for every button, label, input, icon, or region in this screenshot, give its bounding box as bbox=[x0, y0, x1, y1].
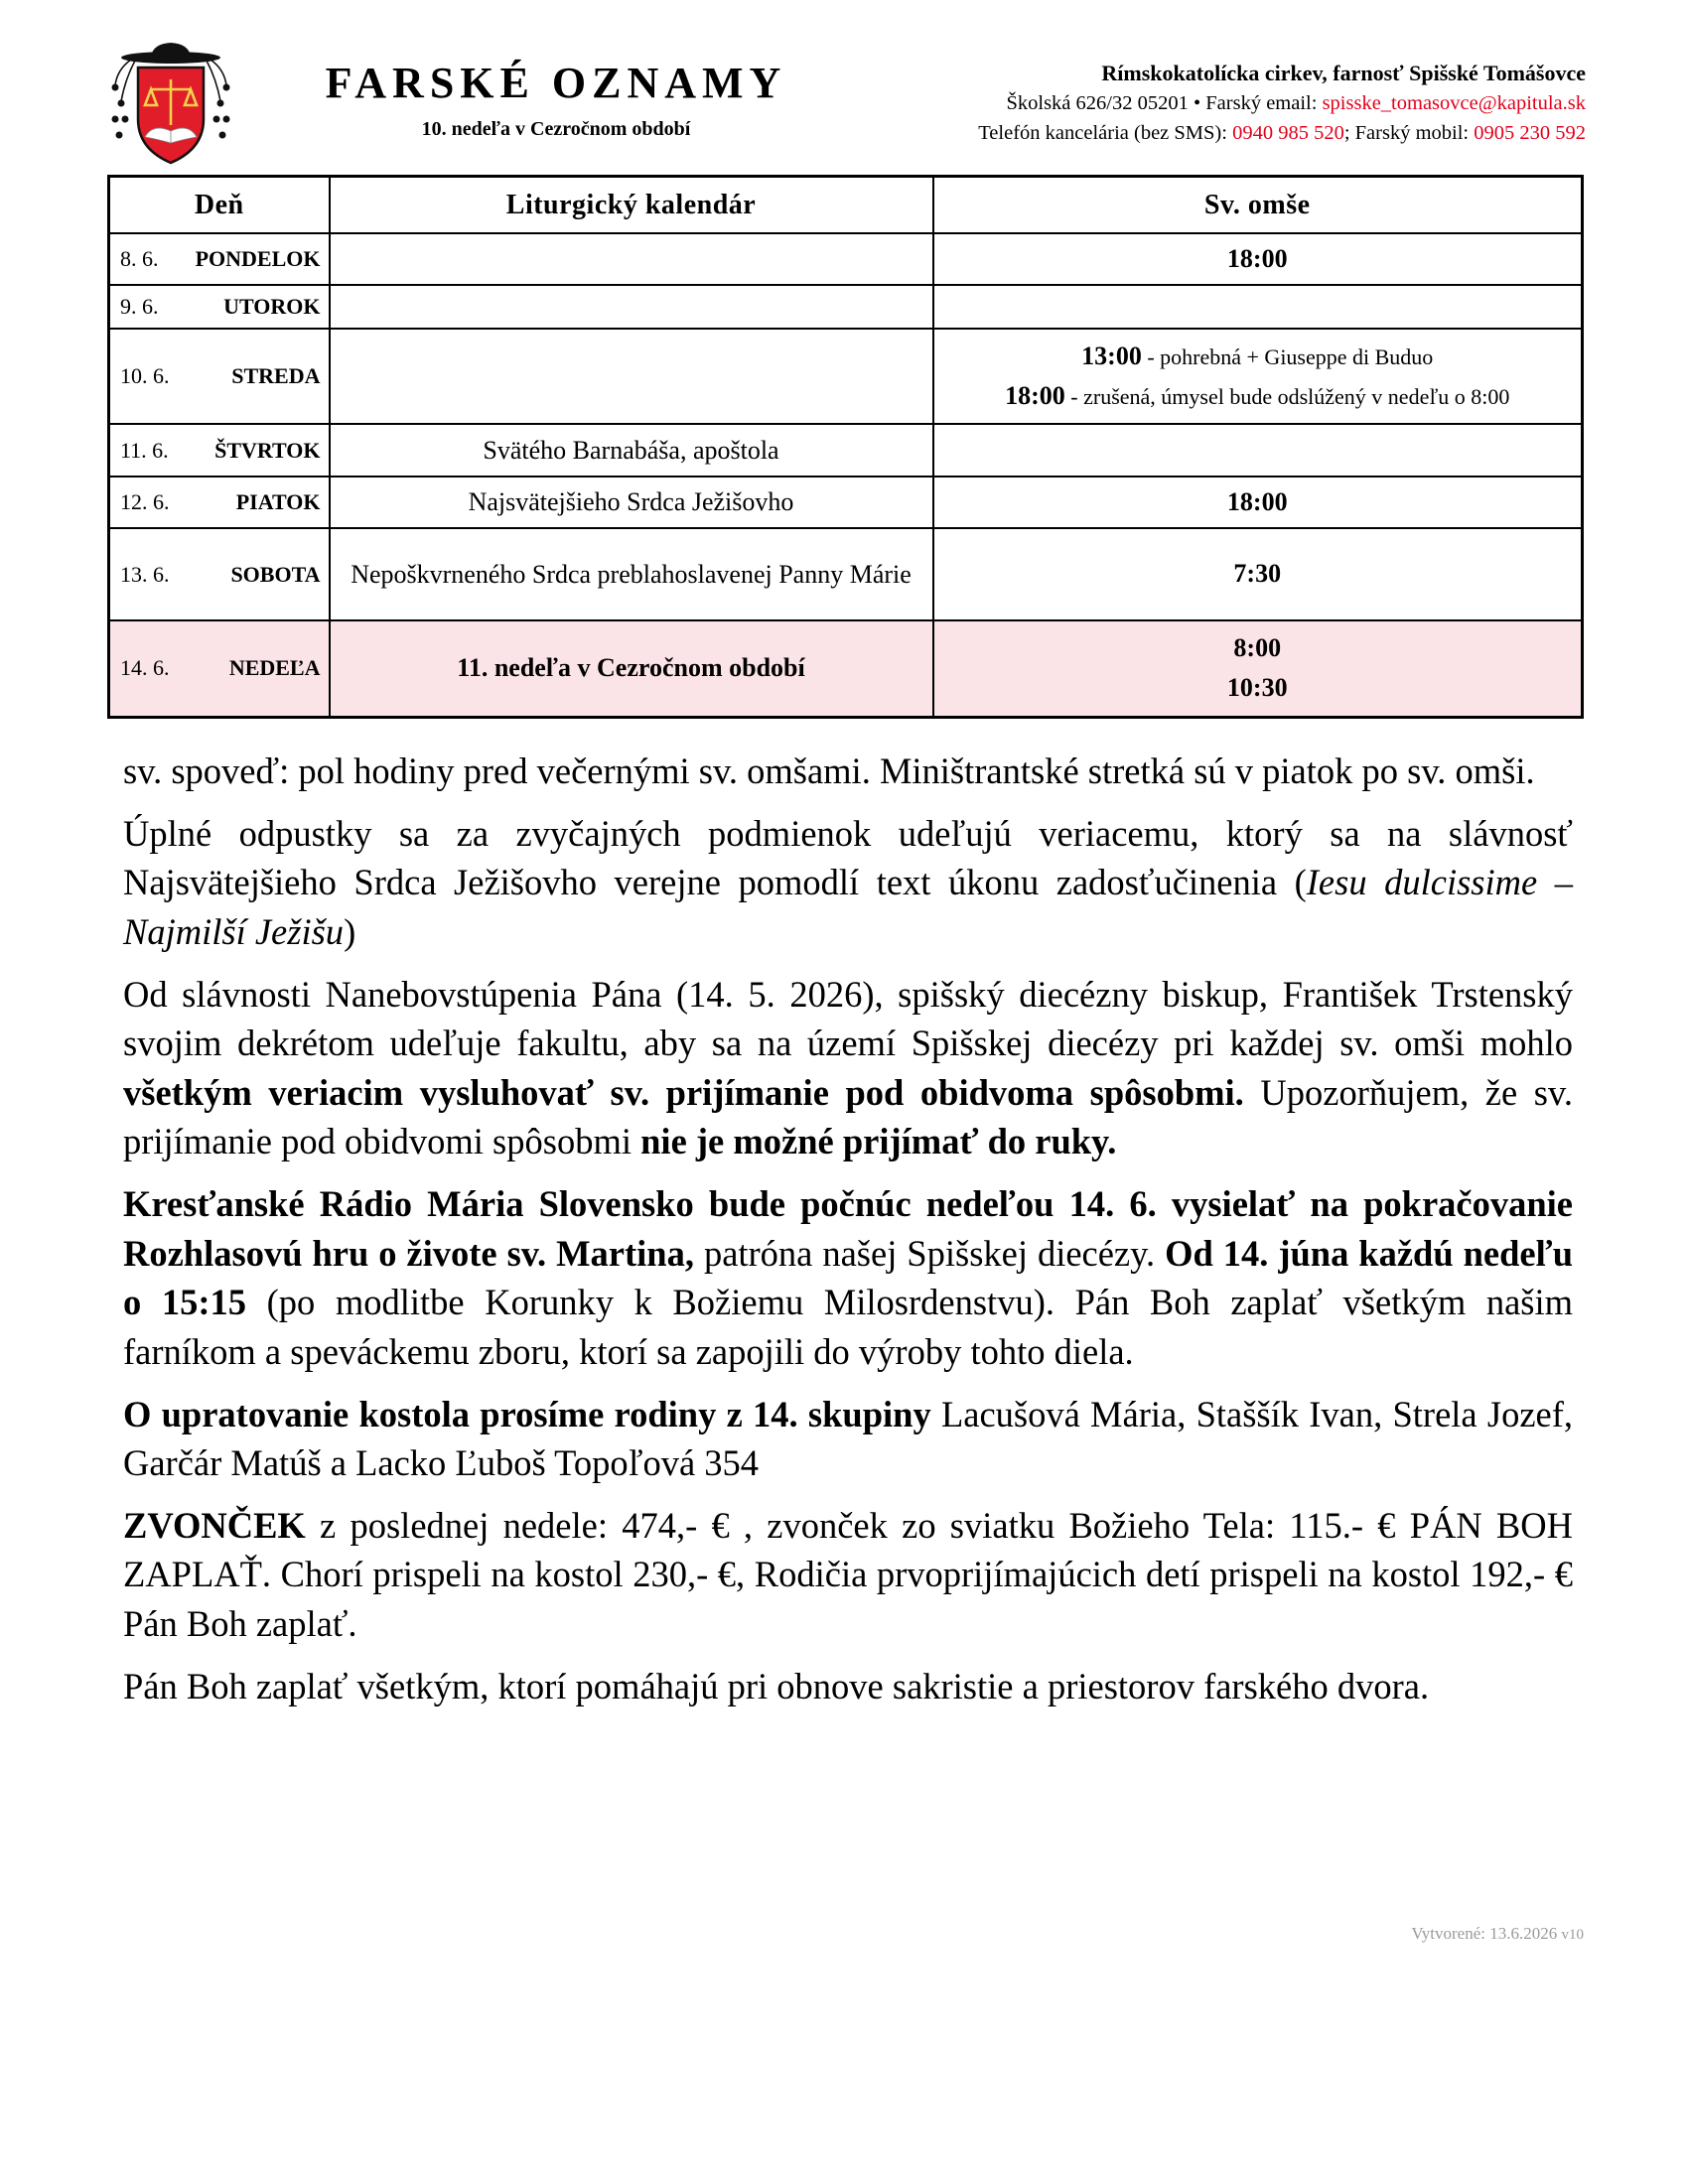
row-day-name: NEDEĽA bbox=[228, 655, 321, 681]
row-day-name: STREDA bbox=[231, 363, 321, 388]
liturgy-cell: Nepoškvrneného Srdca preblahoslavenej Panny Márie bbox=[330, 528, 933, 620]
mass-cell bbox=[933, 424, 1583, 477]
notice-text: ) bbox=[344, 910, 356, 952]
bulletin-title: FARSKÉ OZNAMY bbox=[325, 59, 787, 107]
notice-cleaning bbox=[123, 1390, 1573, 1488]
notice-thanks: Pán Boh zaplať všetkým, ktorí pomáhajú pri obnove sakristie a priestorov farského dvora. bbox=[123, 1665, 1430, 1706]
mass-time: 10:30 bbox=[1226, 673, 1288, 703]
table-row bbox=[109, 477, 1583, 528]
row-date: 9. 6. bbox=[120, 294, 159, 319]
notice-text: Lacušová Mária, Staššík Ivan, Strela Jozef, Garčár Matúš a Lacko Ľuboš Topoľová 354 bbox=[123, 1393, 1573, 1484]
notice-bold: ZVONČEK bbox=[123, 1504, 306, 1546]
parish-email-link[interactable]: spisske_tomasovce@kapitula.sk bbox=[1322, 91, 1586, 114]
mass-cell bbox=[933, 620, 1583, 717]
office-phone-link[interactable]: 0940 985 520 bbox=[1232, 121, 1344, 144]
schedule-header-row bbox=[109, 177, 1583, 234]
row-date: 14. 6. bbox=[120, 655, 170, 681]
bulletin-title-block bbox=[308, 58, 804, 141]
table-row bbox=[109, 424, 1583, 477]
mass-note: - pohrebná + Giuseppe di Buduo bbox=[1141, 343, 1434, 369]
schedule-table bbox=[107, 175, 1584, 719]
day-cell bbox=[109, 528, 330, 620]
notice-bold: Kresťanské Rádio Mária Slovensko bude počnúc nedeľou 14. 6. vysielať na pokračovanie Rozhlasovú hru o živote sv. Martina, bbox=[123, 1183, 1573, 1274]
row-day-name: PONDELOK bbox=[195, 246, 321, 271]
table-row bbox=[109, 285, 1583, 329]
notice-bold: nie je možné prijímať do ruky. bbox=[640, 1121, 1117, 1162]
liturgy-cell bbox=[330, 285, 933, 329]
day-cell bbox=[109, 620, 330, 717]
row-day-name: ŠTVRTOK bbox=[214, 437, 321, 463]
notice-collection bbox=[123, 1501, 1573, 1649]
mobile-label: ; Farský mobil: bbox=[1343, 121, 1475, 144]
created-date: Vytvorené: 13.6.2026 bbox=[1411, 1924, 1558, 1943]
mass-time: 13:00 bbox=[1081, 341, 1142, 370]
parish-name: Rímskokatolícka cirkev, farnosť Spišské Tomášovce bbox=[1101, 61, 1586, 85]
parish-contact bbox=[831, 58, 1586, 148]
parish-coat-of-arms-icon bbox=[105, 40, 236, 169]
row-date: 11. 6. bbox=[120, 437, 169, 463]
notice-bold: O upratovanie kostola prosíme rodiny z 14. skupiny bbox=[123, 1393, 931, 1434]
mass-time: 18:00 bbox=[1226, 486, 1288, 516]
header-day: Deň bbox=[109, 177, 330, 234]
liturgy-cell bbox=[330, 329, 933, 424]
mass-time: 7:30 bbox=[1233, 559, 1282, 589]
table-row bbox=[109, 233, 1583, 285]
day-cell bbox=[109, 477, 330, 528]
parish-address-line bbox=[831, 89, 1586, 119]
notice-text: Úplné odpustky sa za zvyčajných podmienok udeľujú veriacemu, ktorý sa na slávnosť Najsvätejšieho Srdca Ježišovho verejne pomodlí text úkonu zadosťučinenia ( bbox=[123, 812, 1573, 903]
notice-indulgence bbox=[123, 809, 1573, 957]
mass-cell bbox=[933, 477, 1583, 528]
row-date: 13. 6. bbox=[120, 561, 170, 587]
mass-entry bbox=[942, 376, 1574, 416]
address-text: Školská 626/32 05201 • Farský email: bbox=[1006, 91, 1323, 114]
mass-time: 18:00 bbox=[1005, 381, 1065, 410]
mass-cell bbox=[933, 285, 1583, 329]
mass-note: - zrušená, úmysel bude odslúžený v nedeľu o 8:00 bbox=[1064, 384, 1510, 409]
mass-cell bbox=[933, 233, 1583, 285]
notice-communion bbox=[123, 970, 1573, 1167]
day-cell bbox=[109, 329, 330, 424]
liturgy-cell: Najsvätejšieho Srdca Ježišovho bbox=[330, 477, 933, 528]
day-cell bbox=[109, 233, 330, 285]
bulletin-subtitle: 10. nedeľa v Cezročnom období bbox=[421, 117, 691, 140]
mass-cell bbox=[933, 329, 1583, 424]
notice-radio bbox=[123, 1179, 1573, 1377]
notice-bold: Od 14. júna každú nedeľu o 15:15 bbox=[123, 1232, 1574, 1323]
mass-time: 18:00 bbox=[1226, 243, 1288, 273]
day-cell bbox=[109, 285, 330, 329]
row-date: 12. 6. bbox=[120, 489, 170, 514]
row-day-name: SOBOTA bbox=[230, 561, 321, 587]
notice-text: Upozorňujem, že sv. prijímanie pod obidvomi spôsobmi bbox=[123, 1071, 1573, 1162]
mass-cell bbox=[933, 528, 1583, 620]
table-row-sunday bbox=[109, 620, 1583, 717]
header-liturgy: Liturgický kalendár bbox=[330, 177, 933, 234]
notice-text: patróna našej Spišskej diecézy. bbox=[693, 1232, 1166, 1274]
phone-label: Telefón kancelária (bez SMS): bbox=[978, 121, 1233, 144]
header-masses: Sv. omše bbox=[933, 177, 1583, 234]
mass-entry bbox=[942, 337, 1574, 376]
notice-text: (po modlitbe Korunky k Božiemu Milosrdenstvu). Pán Boh zaplať všetkým našim farníkom a speváckemu zboru, ktorí sa zapojili do výroby tohto diela. bbox=[123, 1282, 1574, 1372]
row-date: 8. 6. bbox=[120, 246, 159, 271]
notices-section bbox=[123, 747, 1573, 1723]
notice-text: Od slávnosti Nanebovstúpenia Pána (14. 5. 2026), spišský diecézny biskup, František Trstenský svojim dekrétom udeľuje fakultu, aby sa na území Spišskej diecézy pri každej sv. omši mohlo bbox=[123, 973, 1573, 1064]
notice-bold: všetkým veriacim vysluhovať sv. prijímanie pod obidvoma spôsobmi. bbox=[123, 1071, 1244, 1113]
created-footer bbox=[1411, 1924, 1584, 1944]
mass-time: 8:00 bbox=[1233, 632, 1282, 662]
day-cell bbox=[109, 424, 330, 477]
mobile-phone-link[interactable]: 0905 230 592 bbox=[1474, 121, 1586, 144]
notice-text: z poslednej nedele: 474,- € , zvonček zo sviatku Božieho Tela: 115.- € PÁN BOH ZAPLAŤ. Chorí prispeli na kostol 230,- €, Rodičia prvoprijímajúcich detí prispeli na kostol 192,- € Pán Boh zaplať. bbox=[123, 1504, 1573, 1644]
notice-italic: Iesu dulcissime – Najmilší Ježišu bbox=[123, 862, 1573, 952]
parish-phone-line bbox=[831, 119, 1586, 149]
liturgy-cell: Svätého Barnabáša, apoštola bbox=[330, 424, 933, 477]
row-date: 10. 6. bbox=[120, 363, 170, 388]
liturgy-cell: 11. nedeľa v Cezročnom období bbox=[330, 620, 933, 717]
table-row bbox=[109, 528, 1583, 620]
liturgy-cell bbox=[330, 233, 933, 285]
row-day-name: PIATOK bbox=[235, 489, 321, 514]
version-label: v10 bbox=[1561, 1927, 1584, 1943]
table-row bbox=[109, 329, 1583, 424]
row-day-name: UTOROK bbox=[223, 294, 321, 319]
notice-confession: sv. spoveď: pol hodiny pred večernými sv. omšami. Miništrantské stretká sú v piatok po sv. omši. bbox=[123, 751, 1535, 791]
